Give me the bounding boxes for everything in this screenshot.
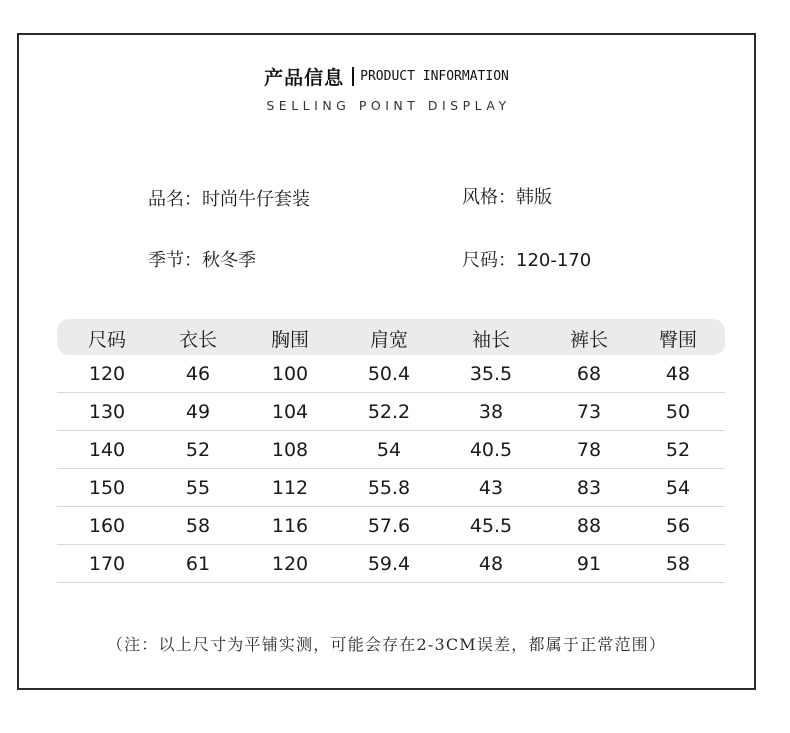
column-header: 裤长 — [569, 329, 608, 351]
table-cell: 55.8 — [367, 477, 411, 499]
table-row — [57, 469, 725, 507]
table-cell: 150 — [88, 477, 126, 499]
table-cell: 61 — [185, 553, 211, 575]
table-cell: 50 — [665, 401, 691, 423]
table-cell: 100 — [271, 363, 309, 385]
table-cell: 78 — [576, 439, 602, 461]
info-label: 风格： — [462, 187, 516, 208]
table-cell: 52 — [665, 439, 691, 461]
table-cell: 45.5 — [469, 515, 513, 537]
table-row — [57, 431, 725, 469]
table-cell: 52 — [185, 439, 211, 461]
table-row — [57, 355, 725, 393]
column-header: 袖长 — [471, 329, 510, 351]
table-cell: 108 — [271, 439, 309, 461]
info-label: 品名： — [148, 189, 202, 210]
table-cell: 112 — [271, 477, 309, 499]
table-cell: 120 — [271, 553, 309, 575]
title-chinese: 产品信息 — [264, 67, 345, 89]
table-cell: 73 — [576, 401, 602, 423]
table-cell: 68 — [576, 363, 602, 385]
table-row — [57, 393, 725, 431]
table-cell: 57.6 — [367, 515, 411, 537]
table-cell: 120 — [88, 363, 126, 385]
table-cell: 140 — [88, 439, 126, 461]
info-season — [148, 246, 256, 272]
table-cell: 170 — [88, 553, 126, 575]
info-label: 尺码： — [462, 250, 516, 271]
table-cell: 91 — [576, 553, 602, 575]
table-cell: 130 — [88, 401, 126, 423]
table-cell: 116 — [271, 515, 309, 537]
info-style — [462, 183, 552, 209]
column-header: 臀围 — [658, 329, 697, 351]
column-header: 肩宽 — [369, 329, 408, 351]
table-cell: 55 — [185, 477, 211, 499]
content-frame — [17, 33, 756, 690]
table-cell: 35.5 — [469, 363, 513, 385]
info-size-range — [462, 246, 591, 272]
table-cell: 56 — [665, 515, 691, 537]
table-cell: 59.4 — [367, 553, 411, 575]
column-header: 胸围 — [270, 329, 309, 351]
table-cell: 88 — [576, 515, 602, 537]
table-cell: 48 — [665, 363, 691, 385]
table-row — [57, 545, 725, 583]
measurement-note: （注：以上尺寸为平铺实测，可能会存在2-3CM误差，都属于正常范围） — [106, 635, 667, 654]
table-cell: 50.4 — [367, 363, 411, 385]
info-value: 秋冬季 — [202, 250, 256, 271]
table-row — [57, 507, 725, 545]
title-divider — [352, 67, 354, 86]
info-value: 120-170 — [516, 250, 592, 271]
title-english: PRODUCT INFORMATION — [360, 69, 509, 84]
info-product-name — [148, 185, 310, 211]
info-value: 时尚牛仔套装 — [202, 189, 310, 210]
column-header: 尺码 — [87, 329, 126, 351]
table-cell: 40.5 — [469, 439, 513, 461]
info-label: 季节： — [148, 250, 202, 271]
table-cell: 54 — [376, 439, 402, 461]
table-cell: 52.2 — [367, 401, 411, 423]
title-row — [19, 63, 754, 90]
table-cell: 54 — [665, 477, 691, 499]
table-cell: 160 — [88, 515, 126, 537]
subtitle: SELLING POINT DISPLAY — [266, 98, 511, 113]
header — [19, 63, 754, 113]
table-cell: 104 — [271, 401, 309, 423]
table-cell: 48 — [478, 553, 504, 575]
table-cell: 43 — [478, 477, 504, 499]
column-header: 衣长 — [178, 329, 217, 351]
info-value: 韩版 — [516, 187, 552, 208]
table-cell: 58 — [665, 553, 691, 575]
table-cell: 83 — [576, 477, 602, 499]
table-cell: 58 — [185, 515, 211, 537]
table-header — [57, 319, 725, 355]
table-cell: 49 — [185, 401, 211, 423]
table-cell: 46 — [185, 363, 211, 385]
table-cell: 38 — [478, 401, 504, 423]
